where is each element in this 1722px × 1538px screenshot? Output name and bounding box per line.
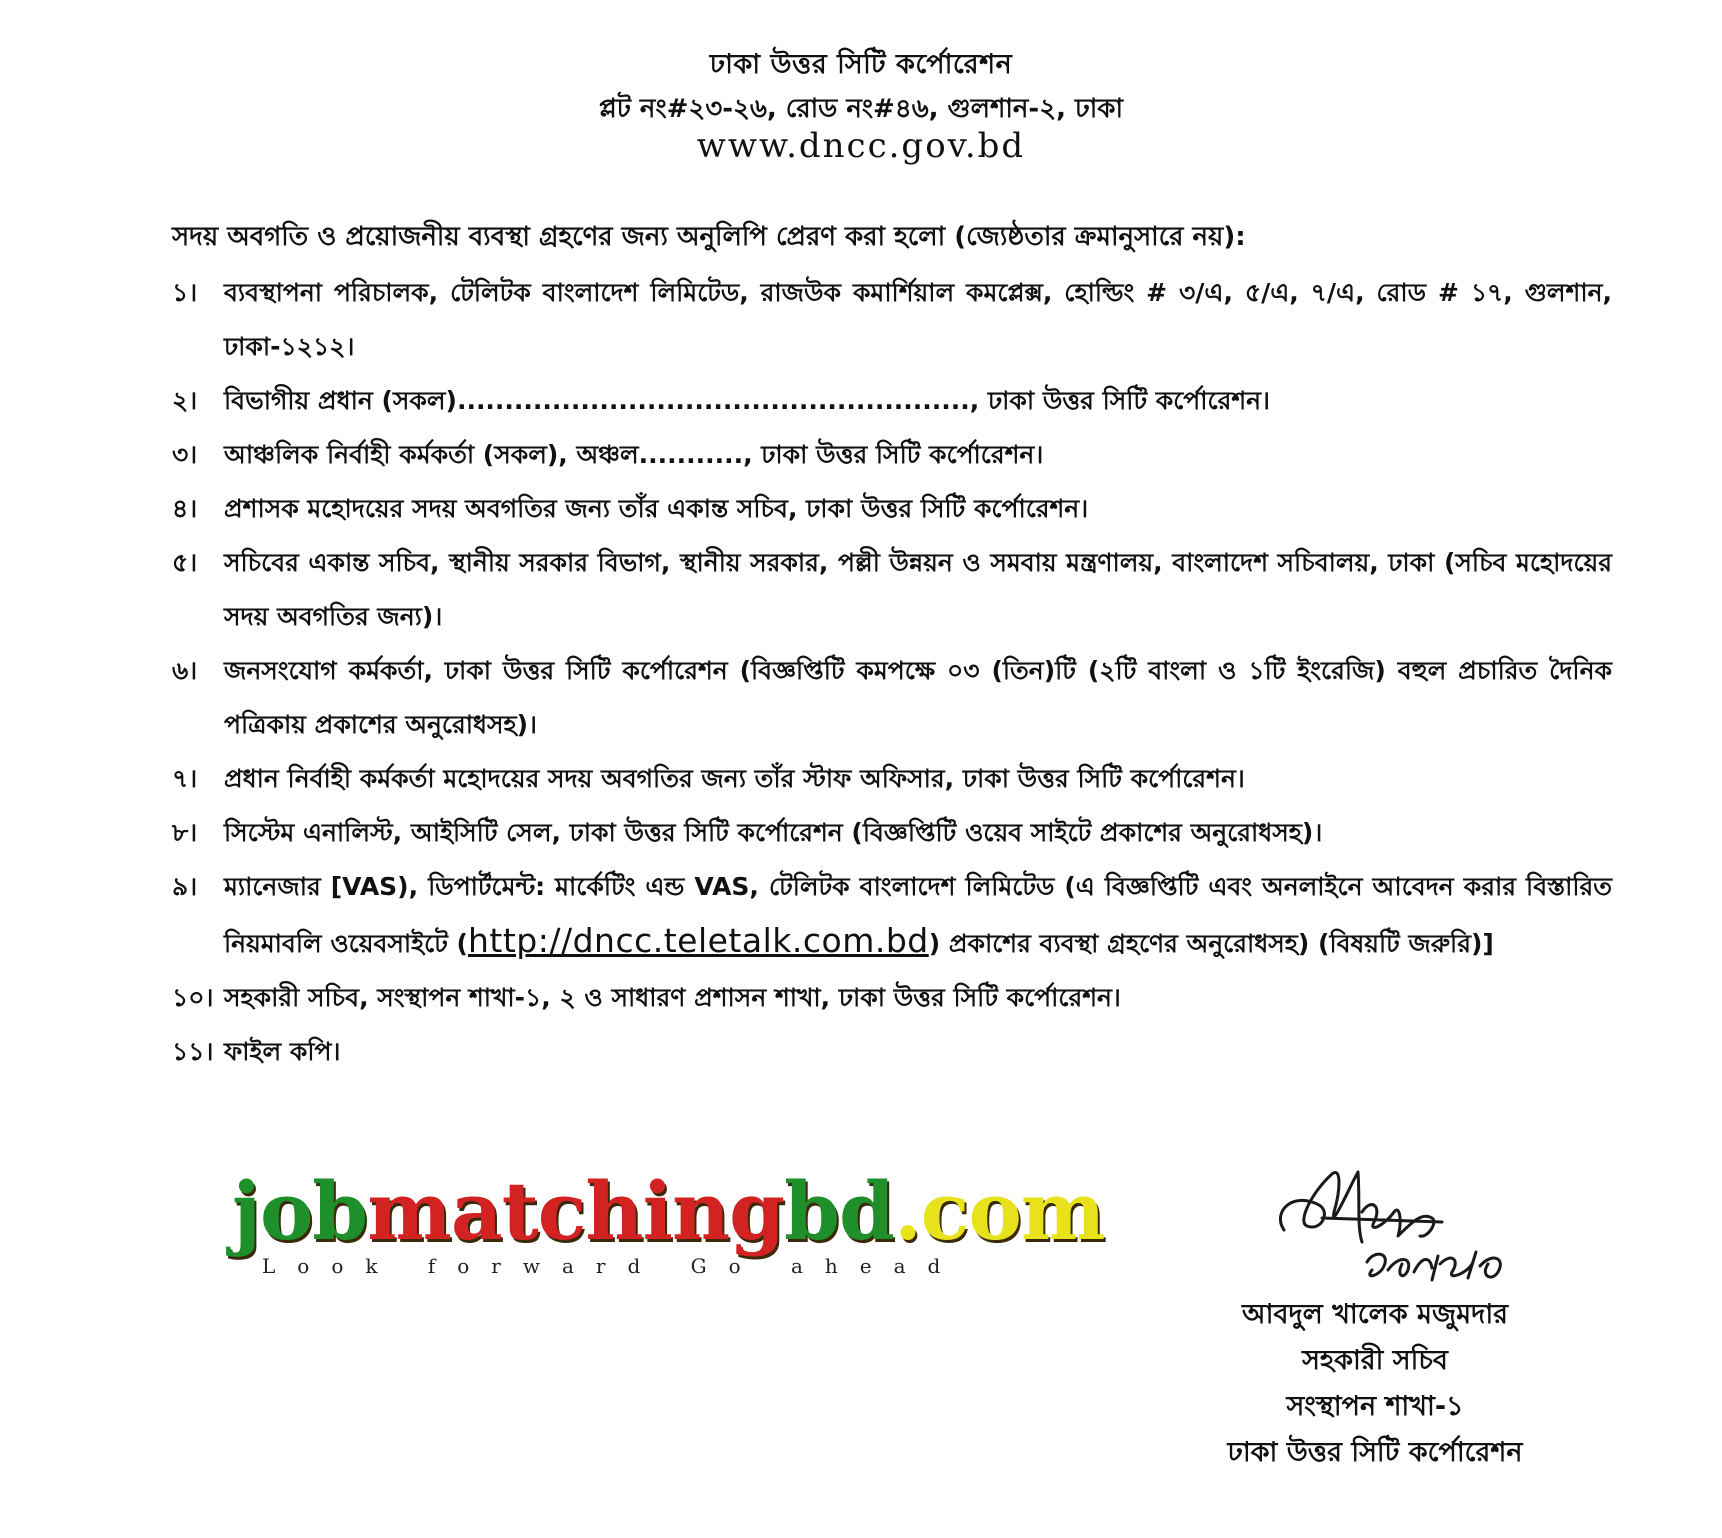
item-text-before: ম্যানেজার [VAS), ডিপার্টমেন্ট: মার্কেটিং এন্ড VAS, টেলিটক বাংলাদেশ লিমিটেড (এ বিজ্ঞপ্তিটি এবং অনলাইনে আবেদন করার বিস্তারিত নিয়মাবলি ওয়েবসাইটে ( xyxy=(224,872,1612,958)
item-text: সহকারী সচিব, সংস্থাপন শাখা-১, ২ ও সাধারণ প্রশাসন শাখা, ঢাকা উত্তর সিটি কর্পোরেশন। xyxy=(224,983,1121,1012)
signatory-designation: সহকারী সচিব xyxy=(1302,1345,1448,1376)
signatory-name: আবদুল খালেক মজুমদার xyxy=(1241,1299,1509,1330)
list-item xyxy=(172,428,1612,482)
item-text: জনসংযোগ কর্মকর্তা, ঢাকা উত্তর সিটি কর্পোরেশন (বিজ্ঞপ্তিটি কমপক্ষে ০৩ (তিন)টি (২টি বাংলা ও ১টি ইংরেজি) বহুল প্রচারিত দৈনিক পত্রিকায় প্রকাশের অনুরোধসহ)। xyxy=(224,656,1612,739)
item-text: সচিবের একান্ত সচিব, স্থানীয় সরকার বিভাগ, স্থানীয় সরকার, পল্লী উন্নয়ন ও সমবায় মন্ত্রণালয়, বাংলাদেশ সচিবালয়, ঢাকা (সচিব মহোদয়ের সদয় অবগতির জন্য)। xyxy=(224,548,1613,631)
list-item xyxy=(172,806,1612,860)
list-item xyxy=(172,860,1612,971)
header-address: প্লট নং#২৩-২৬, রোড নং#৪৬, গুলশান-২, ঢাকা xyxy=(598,94,1124,124)
item-text: সিস্টেম এনালিস্ট, আইসিটি সেল, ঢাকা উত্তর সিটি কর্পোরেশন (বিজ্ঞপ্তিটি ওয়েব সাইটে প্রকাশের অনুরোধসহ)। xyxy=(224,818,1323,847)
item-number: ৯। xyxy=(172,872,198,901)
signatory-org: ঢাকা উত্তর সিটি কর্পোরেশন xyxy=(1227,1437,1523,1468)
item-number: ৪। xyxy=(172,494,198,523)
watermark-tagline: Look forward Go ahead xyxy=(262,1254,963,1278)
item-text-after: ) প্রকাশের ব্যবস্থা গ্রহণের অনুরোধসহ) (বিষয়টি জরুরি)] xyxy=(928,929,1494,958)
list-item xyxy=(172,266,1612,374)
item-text: আঞ্চলিক নির্বাহী কর্মকর্তা (সকল), অঞ্চল..........., ঢাকা উত্তর সিটি কর্পোরেশন। xyxy=(224,440,1044,469)
list-item xyxy=(172,1025,1612,1079)
header-website: www.dncc.gov.bd xyxy=(696,126,1026,166)
item-number: ৭। xyxy=(172,764,198,793)
list-item xyxy=(172,482,1612,536)
watermark-logo xyxy=(232,1164,1105,1280)
item-number: ১০। xyxy=(172,983,214,1012)
list-item xyxy=(172,971,1612,1025)
copy-list xyxy=(172,266,1612,1079)
item-number: ৬। xyxy=(172,656,198,685)
list-item xyxy=(172,644,1612,752)
item-text: ফাইল কপি। xyxy=(224,1037,341,1066)
item-number: ১। xyxy=(172,278,198,307)
item-number: ৫। xyxy=(172,548,198,577)
item-number: ৩। xyxy=(172,440,198,469)
item-text: প্রধান নির্বাহী কর্মকর্তা মহোদয়ের সদয় অবগতির জন্য তাঁর স্টাফ অফিসার, ঢাকা উত্তর সিটি কর্পোরেশন। xyxy=(224,764,1245,793)
item-number: ২। xyxy=(172,386,198,415)
signatory-branch: সংস্থাপন শাখা-১ xyxy=(1286,1391,1464,1422)
header-org-name: ঢাকা উত্তর সিটি কর্পোরেশন xyxy=(709,49,1013,80)
item-number: ১১। xyxy=(172,1037,214,1066)
list-item xyxy=(172,752,1612,806)
item-text: বিভাগীয় প্রধান (সকল)......................................................, ঢাকা উত্তর সিটি কর্পোরেশন। xyxy=(224,386,1270,415)
signature-image xyxy=(1262,1152,1552,1302)
teletalk-link[interactable]: http://dncc.teletalk.com.bd xyxy=(467,921,929,960)
list-item xyxy=(172,536,1612,644)
copy-intro: সদয় অবগতি ও প্রয়োজনীয় ব্যবস্থা গ্রহণের জন্য অনুলিপি প্রেরণ করা হলো (জ্যেষ্ঠতার ক্রমানুসারে নয়): xyxy=(172,222,1246,252)
item-text: ব্যবস্থাপনা পরিচালক, টেলিটক বাংলাদেশ লিমিটেড, রাজউক কমার্শিয়াল কমপ্লেক্স, হোল্ডিং # ৩/এ, ৫/এ, ৭/এ, রোড # ১৭, গুলশান, ঢাকা-১২১২। xyxy=(224,278,1612,361)
list-item xyxy=(172,374,1612,428)
watermark-text: jobmatchingbd.com xyxy=(232,1164,1105,1258)
item-text: প্রশাসক মহোদয়ের সদয় অবগতির জন্য তাঁর একান্ত সচিব, ঢাকা উত্তর সিটি কর্পোরেশন। xyxy=(224,494,1089,523)
signature-block xyxy=(1150,1292,1600,1476)
item-number: ৮। xyxy=(172,818,198,847)
